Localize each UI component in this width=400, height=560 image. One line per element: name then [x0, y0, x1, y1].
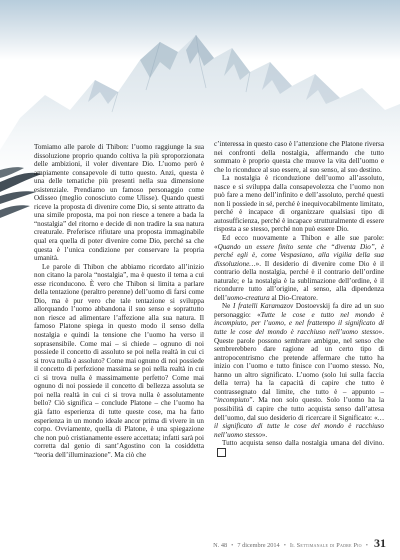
separator-dot: •: [365, 542, 368, 549]
separator-dot: •: [231, 542, 234, 549]
book-title: I fratelli Karamazov: [233, 302, 294, 311]
paragraph: [214, 234, 384, 302]
separator-dot: •: [283, 542, 286, 549]
paragraph: Le parole di Thibon che abbiamo ricordato all’inizio non citano la parola “nostalgia”, ma è questo il tema a cui esse riconducono. È vero che Thibon si limita a parlare della tentazione (peraltro perenne) dell’uomo di farsi come Dio, ma è pur vero che tale tentazione si sviluppa allorquando l’uomo abbandona il suo senso e soprattutto non riesce ad alimentare l’affezione alla sua natura. Il famoso Platone spiega in questo modo il senso della nostalgia e quindi la tensione che l’uomo ha verso il soprasensibile. Come mai – si chiede – ognuno di noi possiede il concetto di assoluto se poi nella realtà in cui ci si trova nulla è assoluto? Come mai ognuno di noi possiede il concetto di perfezione massima se poi nella realtà in cui ci si trova nulla è massimamente perfetto? Come mai ognuno di noi possiede il concetto di bellezza assoluta se poi nella realtà in cui ci si trova nulla è assolutamente bello? Ciò significa – conclude Platone – che l’uomo ha già fatto esperienza di tutte queste cose, ma ha fatto esperienza in un mondo ideale ancor prima di vivere in un corpo. Ovviamente, quella di Platone, è una spiegazione che non può cristianamente essere accettata; infatti sarà poi corretta dal genio di sant’Agostino con la cosiddetta “teoria dell’illuminazione”. Ma ciò che: [34, 262, 204, 459]
paragraph: La nostalgia è riconduzione dell’uomo all’assoluto, nasce e si sviluppa dalla consapevolezza che l’uomo non può fare a meno dell’infinito e dell’assoluto, perché questi non li possiede in sé, perché è inequivocabilmente limitato, perché è incapace di organizzare qualsiasi tipo di autosufficienza, perché è incapace strutturalmente di essere risposta a se stesso, perché non può essere Dio.: [214, 174, 384, 234]
issue-number: N. 48: [213, 542, 228, 549]
issue-date: 7 dicembre 2014: [237, 542, 280, 549]
text-run: Dostoevskij fa dire ad un suo personaggio: «: [214, 302, 384, 319]
text-run: ”. Ma non solo questo. Solo l’uomo ha la possibilità di capire che tutto acquista senso dall’attesa dell’uomo, dal suo desiderio di ricercare il Significato: «: [214, 396, 384, 422]
text-run: ». Queste parole possono sembrare ambigue, nel senso che sembrerebbero dare ragione ad un certo tipo di antropocentrismo che pretende affermare che tutto ha inizio con l’uomo e tutto finisce con l’uomo stesso. No, hanno un altro significato. L’uomo (solo lui sulla faccia della terra) ha la capacità di capire che tutto è contrassegnato dal limite, che tutto è – appunto – “: [214, 328, 384, 405]
publication-name: Il Settimanale di Padre Pio: [289, 542, 362, 549]
text-run: Ne: [222, 302, 234, 311]
paragraph: [214, 302, 384, 439]
dostoevsky-quote-repeat: …il significato di tutte le cose del mondo è racchiuso nell’uomo stesso: [214, 413, 384, 439]
text-run: ». Il desiderio di divenire come Dio è il contrario della nostalgia, perché è il contrario dell’ordine naturale; e la nostalgia è la sublimazione dell’ordine, è il ricondurre tutto all’origine, al senso, alla dipendenza dell’: [214, 259, 384, 302]
emphasis: incompiuto: [217, 396, 250, 405]
page-number: 31: [374, 536, 386, 550]
closing-sentence: Tutto acquista senso dalla nostalgia umana del divino.: [222, 439, 384, 448]
article-column-right: [214, 140, 384, 458]
text-run: al Dio-Creatore.: [269, 293, 318, 302]
thibon-quote: Quando un essere finito sente che “diventa Dio”, è perché egli è, come Vespasiano, alla vigilia della sua dissoluzione…: [214, 242, 384, 268]
dostoevsky-quote: Tutte le cose e tutto nel mondo è incompiuto, per l’uomo, e nel frattempo il significato di tutte le cose del mondo è racchiuso nell’uomo stesso: [214, 310, 384, 337]
paragraph: [214, 439, 384, 458]
paragraph: c’interessa in questo caso è l’attenzione che Platone riversa nei confronti della nostalgia, affermando che tutto sommato è proprio questa che muove la vita dell’uomo e che lo riconduce al suo essere, al suo senso, al suo destino.: [214, 140, 384, 174]
end-of-article-square-icon: [217, 448, 226, 457]
emphasis: uomo-creatura: [227, 293, 270, 302]
text-run: ».: [261, 430, 268, 439]
paragraph: Tomiamo alle parole di Thibon: l’uomo raggiunge la sua dissoluzione proprio quando coltiva la più sproporzionata delle ambizioni, il voler diventare Dio. L’uomo però è ampiamente consapevole di tutto questo. Anzi, questa è una delle tematiche più presenti nella sua dimensione esistenziale. Prendiamo un famoso personaggio come Odisseo (meglio conosciuto come Ulisse). Quando questi riceve la proposta di divenire come Dio, si sente attratto da una simile proposta, ma poi non riesce a tenere a bada la “nostalgia” del ritorno e decide di non tradire la sua natura creaturale. Preferisce rifiutare una proposta immaginabile qual era quella di poter divenire come Dio, perché sa che questa è l’unica condizione per conservare la propria umanità.: [34, 143, 204, 263]
text-run: Ed ecco nuovamente a Thibon e alle sue parole: «: [214, 234, 384, 251]
page-footer: [213, 536, 386, 551]
article-column-left: [34, 143, 204, 459]
